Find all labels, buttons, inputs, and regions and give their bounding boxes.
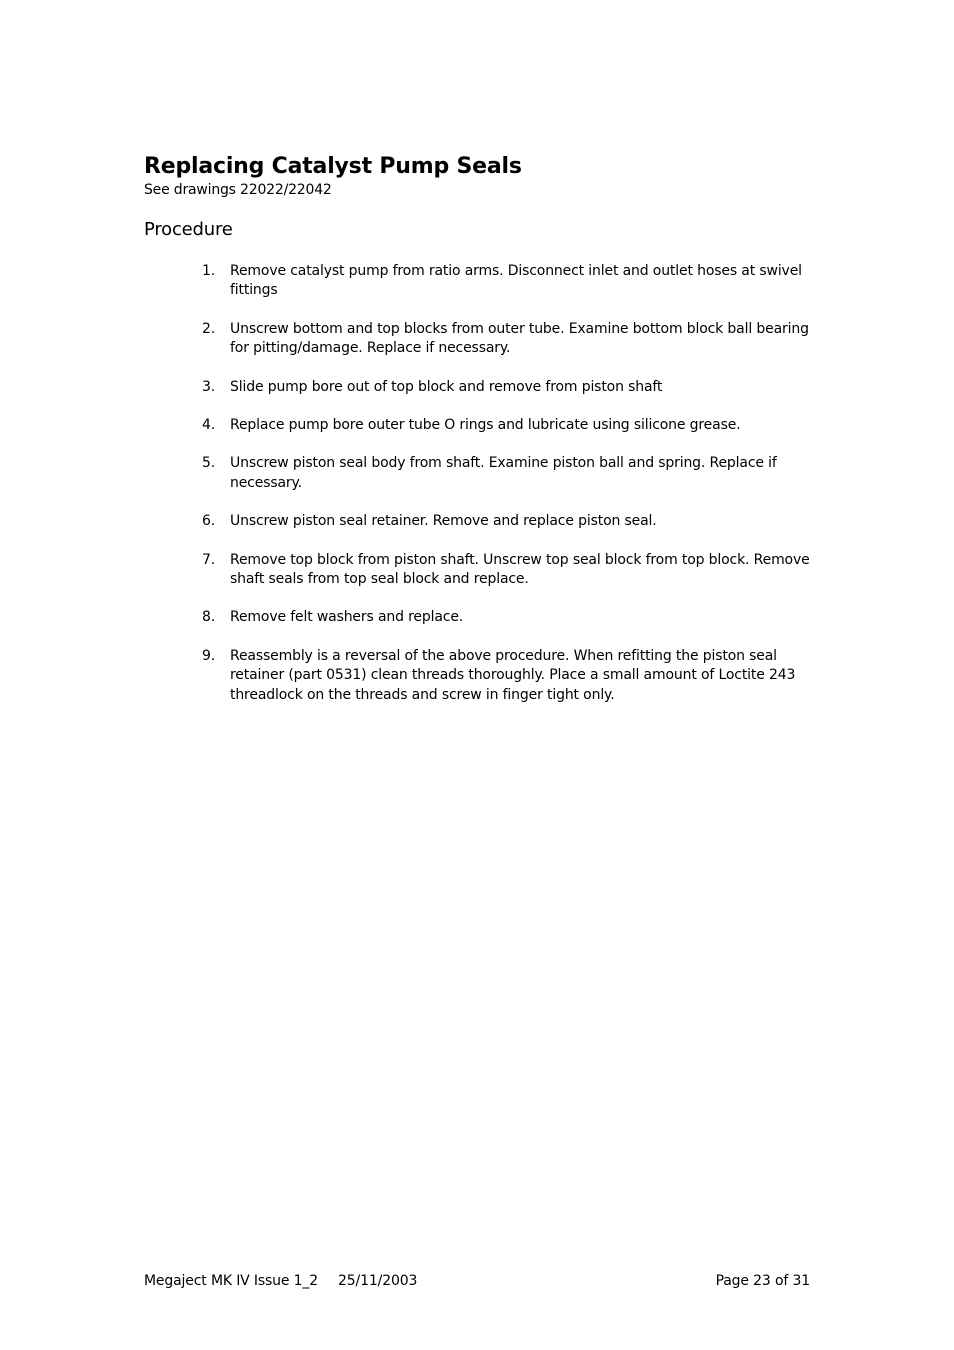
procedure-list bbox=[200, 262, 810, 724]
step-text: Reassembly is a reversal of the above procedure. When refitting the piston seal retainer (part 0531) clean threads thoroughly. Place a small amount of Loctite 243 threadlock on the threads and screw in finger tight only. bbox=[230, 647, 796, 703]
step-text: Unscrew piston seal body from shaft. Examine piston ball and spring. Replace if necessary. bbox=[230, 455, 777, 491]
step-number: 1. bbox=[202, 263, 216, 279]
drawings-reference: See drawings 22022/22042 bbox=[144, 182, 332, 198]
procedure-step bbox=[200, 378, 810, 397]
step-text: Replace pump bore outer tube O rings and lubricate using silicone grease. bbox=[230, 417, 741, 434]
page-title: Replacing Catalyst Pump Seals bbox=[144, 154, 522, 179]
step-number: 5. bbox=[202, 455, 216, 472]
section-heading: Procedure bbox=[144, 219, 233, 240]
procedure-step bbox=[200, 320, 810, 359]
step-text: Remove top block from piston shaft. Unscrew top seal block from top block. Remove shaft seals from top seal block and replace. bbox=[230, 551, 810, 588]
step-number: 9. bbox=[202, 647, 216, 664]
footer-page-number: Page 23 of 31 bbox=[715, 1273, 810, 1289]
step-number: 6. bbox=[202, 513, 216, 530]
footer-date: 25/11/2003 bbox=[338, 1273, 418, 1289]
step-text: Remove felt washers and replace. bbox=[230, 609, 464, 626]
step-text: Remove catalyst pump from ratio arms. Disconnect inlet and outlet hoses at swivel fittings bbox=[230, 263, 802, 299]
step-text: Unscrew bottom and top blocks from outer tube. Examine bottom block ball bearing for pitting/damage. Replace if necessary. bbox=[230, 320, 809, 357]
step-number: 2. bbox=[202, 320, 216, 337]
procedure-step bbox=[200, 416, 810, 435]
step-text: Slide pump bore out of top block and remove from piston shaft bbox=[230, 378, 663, 395]
procedure-step bbox=[200, 647, 810, 705]
step-number: 8. bbox=[202, 609, 216, 626]
procedure-step bbox=[200, 262, 810, 301]
step-number: 4. bbox=[202, 417, 216, 434]
procedure-step bbox=[200, 551, 810, 590]
procedure-step bbox=[200, 512, 810, 531]
procedure-step bbox=[200, 454, 810, 493]
footer-doc-id: Megaject MK IV Issue 1_2 bbox=[144, 1273, 319, 1289]
footer-doc-info bbox=[144, 1272, 417, 1291]
step-number: 7. bbox=[202, 551, 216, 568]
step-text: Unscrew piston seal retainer. Remove and replace piston seal. bbox=[230, 513, 657, 530]
step-number: 3. bbox=[202, 378, 216, 395]
procedure-step bbox=[200, 608, 810, 627]
